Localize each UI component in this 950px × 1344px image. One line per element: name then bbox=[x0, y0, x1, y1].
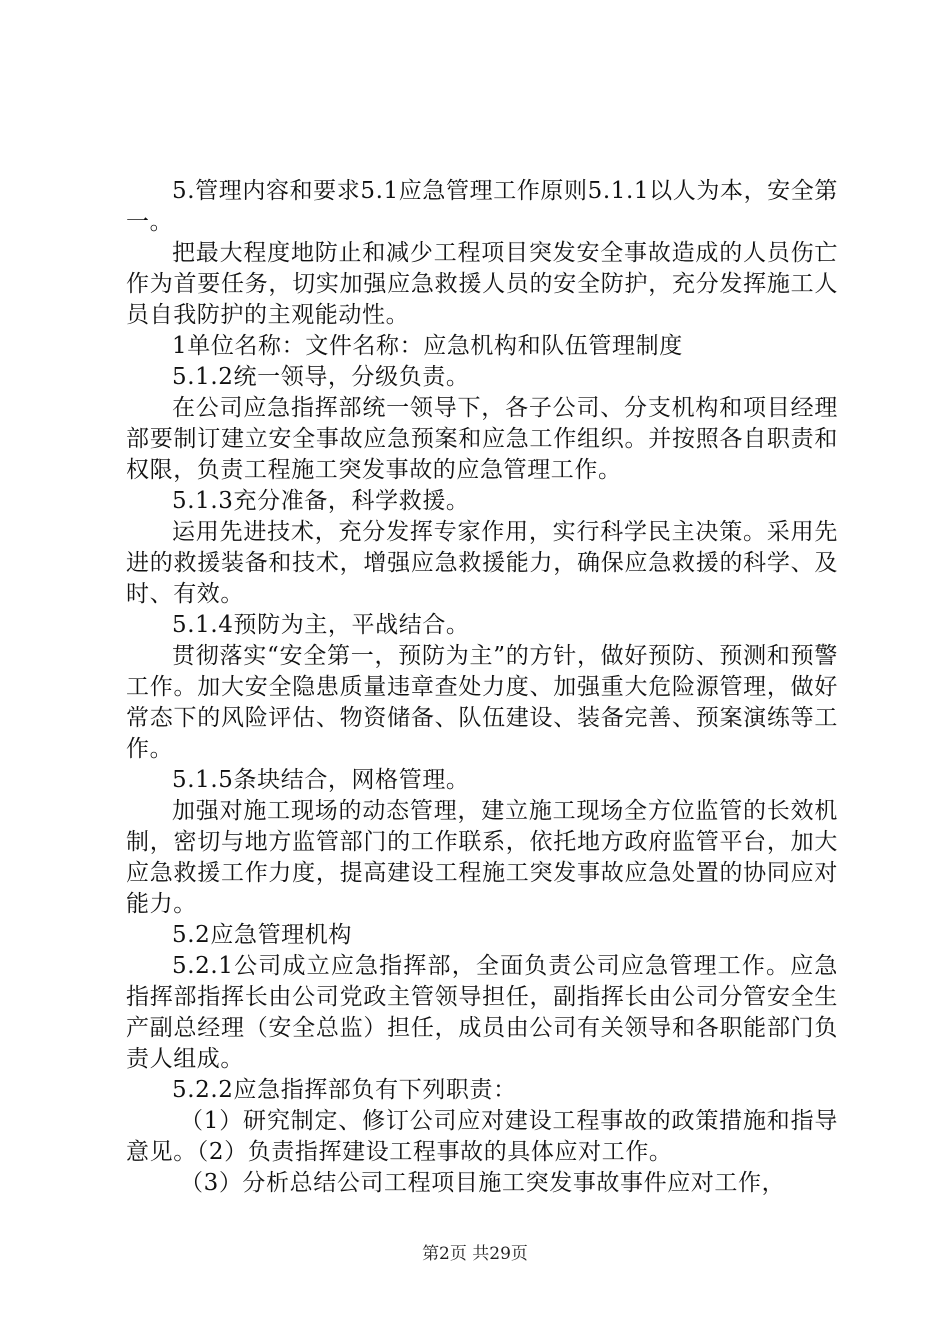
paragraph-5-1-4-detail: 贯彻落实“安全第一，预防为主”的方针，做好预防、预测和预警工作。加大安全隐患质量违章查处力度、加强重大危险源管理，做好常态下的风险评估、物资储备、队伍建设、装备完善、预案演练等工作。 bbox=[126, 643, 838, 762]
paragraph-unit-file-name: 1单位名称：文件名称：应急机构和队伍管理制度 bbox=[172, 333, 683, 359]
paragraph-5-2-2-heading: 5.2.2应急指挥部负有下列职责： bbox=[172, 1077, 517, 1103]
paragraph-5-2-1-detail: 5.2.1公司成立应急指挥部，全面负责公司应急管理工作。应急指挥部指挥长由公司党政主管领导担任，副指挥长由公司分管安全生产副总经理（安全总监）担任，成员由公司有关领导和各职能部门负责人组成。 bbox=[126, 953, 838, 1072]
paragraph-5-1-2-heading: 5.1.2统一领导，分级负责。 bbox=[172, 364, 470, 390]
paragraph-5-1-2-detail: 在公司应急指挥部统一领导下，各子公司、分支机构和项目经理部要制订建立安全事故应急预案和应急工作组织。并按照各自职责和权限，负责工程施工突发事故的应急管理工作。 bbox=[126, 395, 838, 483]
paragraph-5-1-5-detail: 加强对施工现场的动态管理，建立施工现场全方位监管的长效机制，密切与地方监管部门的工作联系，依托地方政府监管平台，加大应急救援工作力度，提高建设工程施工突发事故应急处置的协同应对能力。 bbox=[126, 798, 838, 917]
paragraph-5-1-5-heading: 5.1.5条块结合，网格管理。 bbox=[172, 767, 470, 793]
paragraph-duties-3: （3）分析总结公司工程项目施工突发事故事件应对工作， bbox=[180, 1170, 786, 1196]
paragraph-5-1-4-heading: 5.1.4预防为主，平战结合。 bbox=[172, 612, 470, 638]
page-number-footer: 第2页 共29页 bbox=[422, 1244, 528, 1264]
document-body bbox=[126, 176, 838, 1199]
paragraph-5-1-1-detail: 把最大程度地防止和减少工程项目突发安全事故造成的人员伤亡作为首要任务，切实加强应急救援人员的安全防护，充分发挥施工人员自我防护的主观能动性。 bbox=[126, 240, 838, 328]
paragraph-5-1-3-detail: 运用先进技术，充分发挥专家作用，实行科学民主决策。采用先进的救援装备和技术，增强应急救援能力，确保应急救援的科学、及时、有效。 bbox=[126, 519, 838, 607]
paragraph-duties-1-2: （1）研究制定、修订公司应对建设工程事故的政策措施和指导意见。（2）负责指挥建设工程事故的具体应对工作。 bbox=[126, 1108, 838, 1165]
paragraph-section-5-heading: 5.管理内容和要求5.1应急管理工作原则5.1.1以人为本，安全第一。 bbox=[126, 178, 838, 235]
paragraph-5-1-3-heading: 5.1.3充分准备，科学救援。 bbox=[172, 488, 470, 514]
paragraph-5-2-heading: 5.2应急管理机构 bbox=[172, 922, 352, 948]
